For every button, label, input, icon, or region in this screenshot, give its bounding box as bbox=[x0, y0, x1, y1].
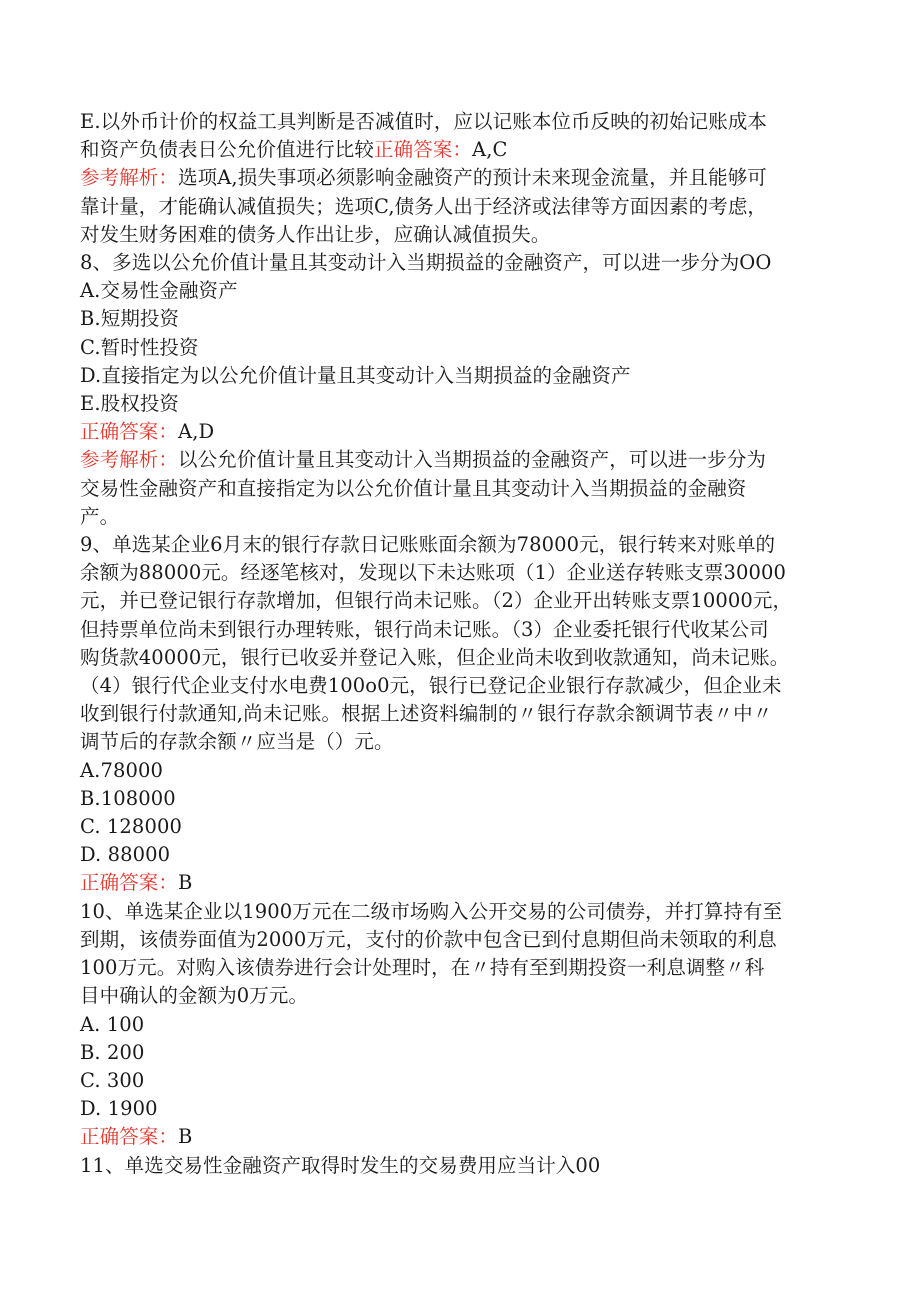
analysis-label: 参考解析： bbox=[80, 166, 179, 190]
text-line: 收到银行付款通知,尚未记账。根据上述资料编制的〃银行存款余额调节表〃中〃 bbox=[80, 702, 773, 726]
text-line: E.以外币计价的权益工具判断是否减值时，应以记账本位币反映的初始记账成本 bbox=[80, 110, 768, 133]
text-line: 但持票单位尚未到银行办理转账，银行尚未记账。（3）企业委托银行代收某公司 bbox=[80, 617, 769, 641]
text-line: A.78000 bbox=[80, 758, 164, 782]
label-value: A,D bbox=[178, 420, 215, 444]
labeled-line bbox=[80, 418, 840, 446]
text-line: D. 88000 bbox=[80, 843, 171, 867]
labeled-line bbox=[80, 446, 840, 474]
text-line: B. 200 bbox=[80, 1040, 145, 1064]
label-value: 选项A,损失事项必须影响金融资产的预计未来现金流量，并且能够可 bbox=[178, 166, 767, 190]
text-line: 靠计量，才能确认减值损失；选项C,债务人出于经济或法律等方面因素的考虑， bbox=[80, 194, 768, 218]
text-line: 调节后的存款余额〃应当是（）元。 bbox=[80, 730, 394, 754]
text-line: C. 128000 bbox=[80, 815, 182, 839]
text-line: 100万元。对购入该债券进行会计处理时，在〃持有至到期投资一利息调整〃科 bbox=[80, 956, 765, 980]
labeled-line bbox=[80, 1123, 840, 1151]
labeled-line bbox=[80, 164, 840, 192]
label-value: B bbox=[178, 871, 193, 895]
text-line: 9、单选某企业6月末的银行存款日记账账面余额为78000元，银行转来对账单的 bbox=[80, 533, 776, 557]
text-line: D. 1900 bbox=[80, 1097, 158, 1121]
correct-answer-label: 正确答案： bbox=[374, 138, 473, 162]
text-line: 对发生财务困难的债务人作出让步，应确认减值损失。 bbox=[80, 222, 551, 246]
text-line: C. 300 bbox=[80, 1068, 145, 1092]
text-line: 到期，该债券面值为2000万元，支付的价款中包含已到付息期但尚未领取的利息 bbox=[80, 927, 777, 951]
text-line: 产。 bbox=[80, 504, 120, 528]
text-line: 11、单选交易性金融资产取得时发生的交易费用应当计入00 bbox=[80, 1153, 601, 1177]
text-line: 10、单选某企业以1900万元在二级市场购入公开交易的公司债券，并打算持有至 bbox=[80, 899, 783, 923]
text-line: 8、多选以公允价值计量且其变动计入当期损益的金融资产，可以进一步分为OO bbox=[80, 251, 772, 275]
mixed-answer-line bbox=[80, 136, 840, 164]
document-page bbox=[80, 108, 840, 1180]
text-line: C.暂时性投资 bbox=[80, 335, 199, 359]
correct-answer-label: 正确答案： bbox=[80, 420, 179, 444]
line-text: 和资产负债表日公允价值进行比较 bbox=[80, 138, 375, 162]
text-line: 交易性金融资产和直接指定为以公允价值计量且其变动计入当期损益的金融资 bbox=[80, 476, 747, 500]
text-line: B.108000 bbox=[80, 786, 176, 810]
correct-answer-label: 正确答案： bbox=[80, 871, 179, 895]
correct-answer-label: 正确答案： bbox=[80, 1125, 179, 1149]
text-line: D.直接指定为以公允价值计量且其变动计入当期损益的金融资产 bbox=[80, 363, 631, 387]
text-line: 目中确认的金额为0万元。 bbox=[80, 984, 309, 1008]
text-line: 余额为88000元。经逐笔核对，发现以下未达账项（1）企业送存转账支票30000 bbox=[80, 561, 786, 585]
text-line: 元，并已登记银行存款增加，但银行尚未记账。（2）企业开出转账支票10000元， bbox=[80, 589, 793, 613]
text-line: B.短期投资 bbox=[80, 307, 180, 331]
label-value: B bbox=[178, 1125, 193, 1149]
label-value: 以公允价值计量且其变动计入当期损益的金融资产，可以进一步分为 bbox=[178, 448, 767, 472]
text-line: A. 100 bbox=[80, 1012, 145, 1036]
analysis-label: 参考解析： bbox=[80, 448, 179, 472]
text-line: E.股权投资 bbox=[80, 392, 180, 416]
text-line: A.交易性金融资产 bbox=[80, 279, 238, 303]
text-line: 购货款40000元，银行已收妥并登记入账，但企业尚未收到收款通知，尚未记账。 bbox=[80, 645, 790, 669]
labeled-line bbox=[80, 869, 840, 897]
label-value: A,C bbox=[472, 138, 508, 162]
text-line: （4）银行代企业支付水电费100o0元，银行已登记企业银行存款减少，但企业未 bbox=[80, 674, 782, 698]
